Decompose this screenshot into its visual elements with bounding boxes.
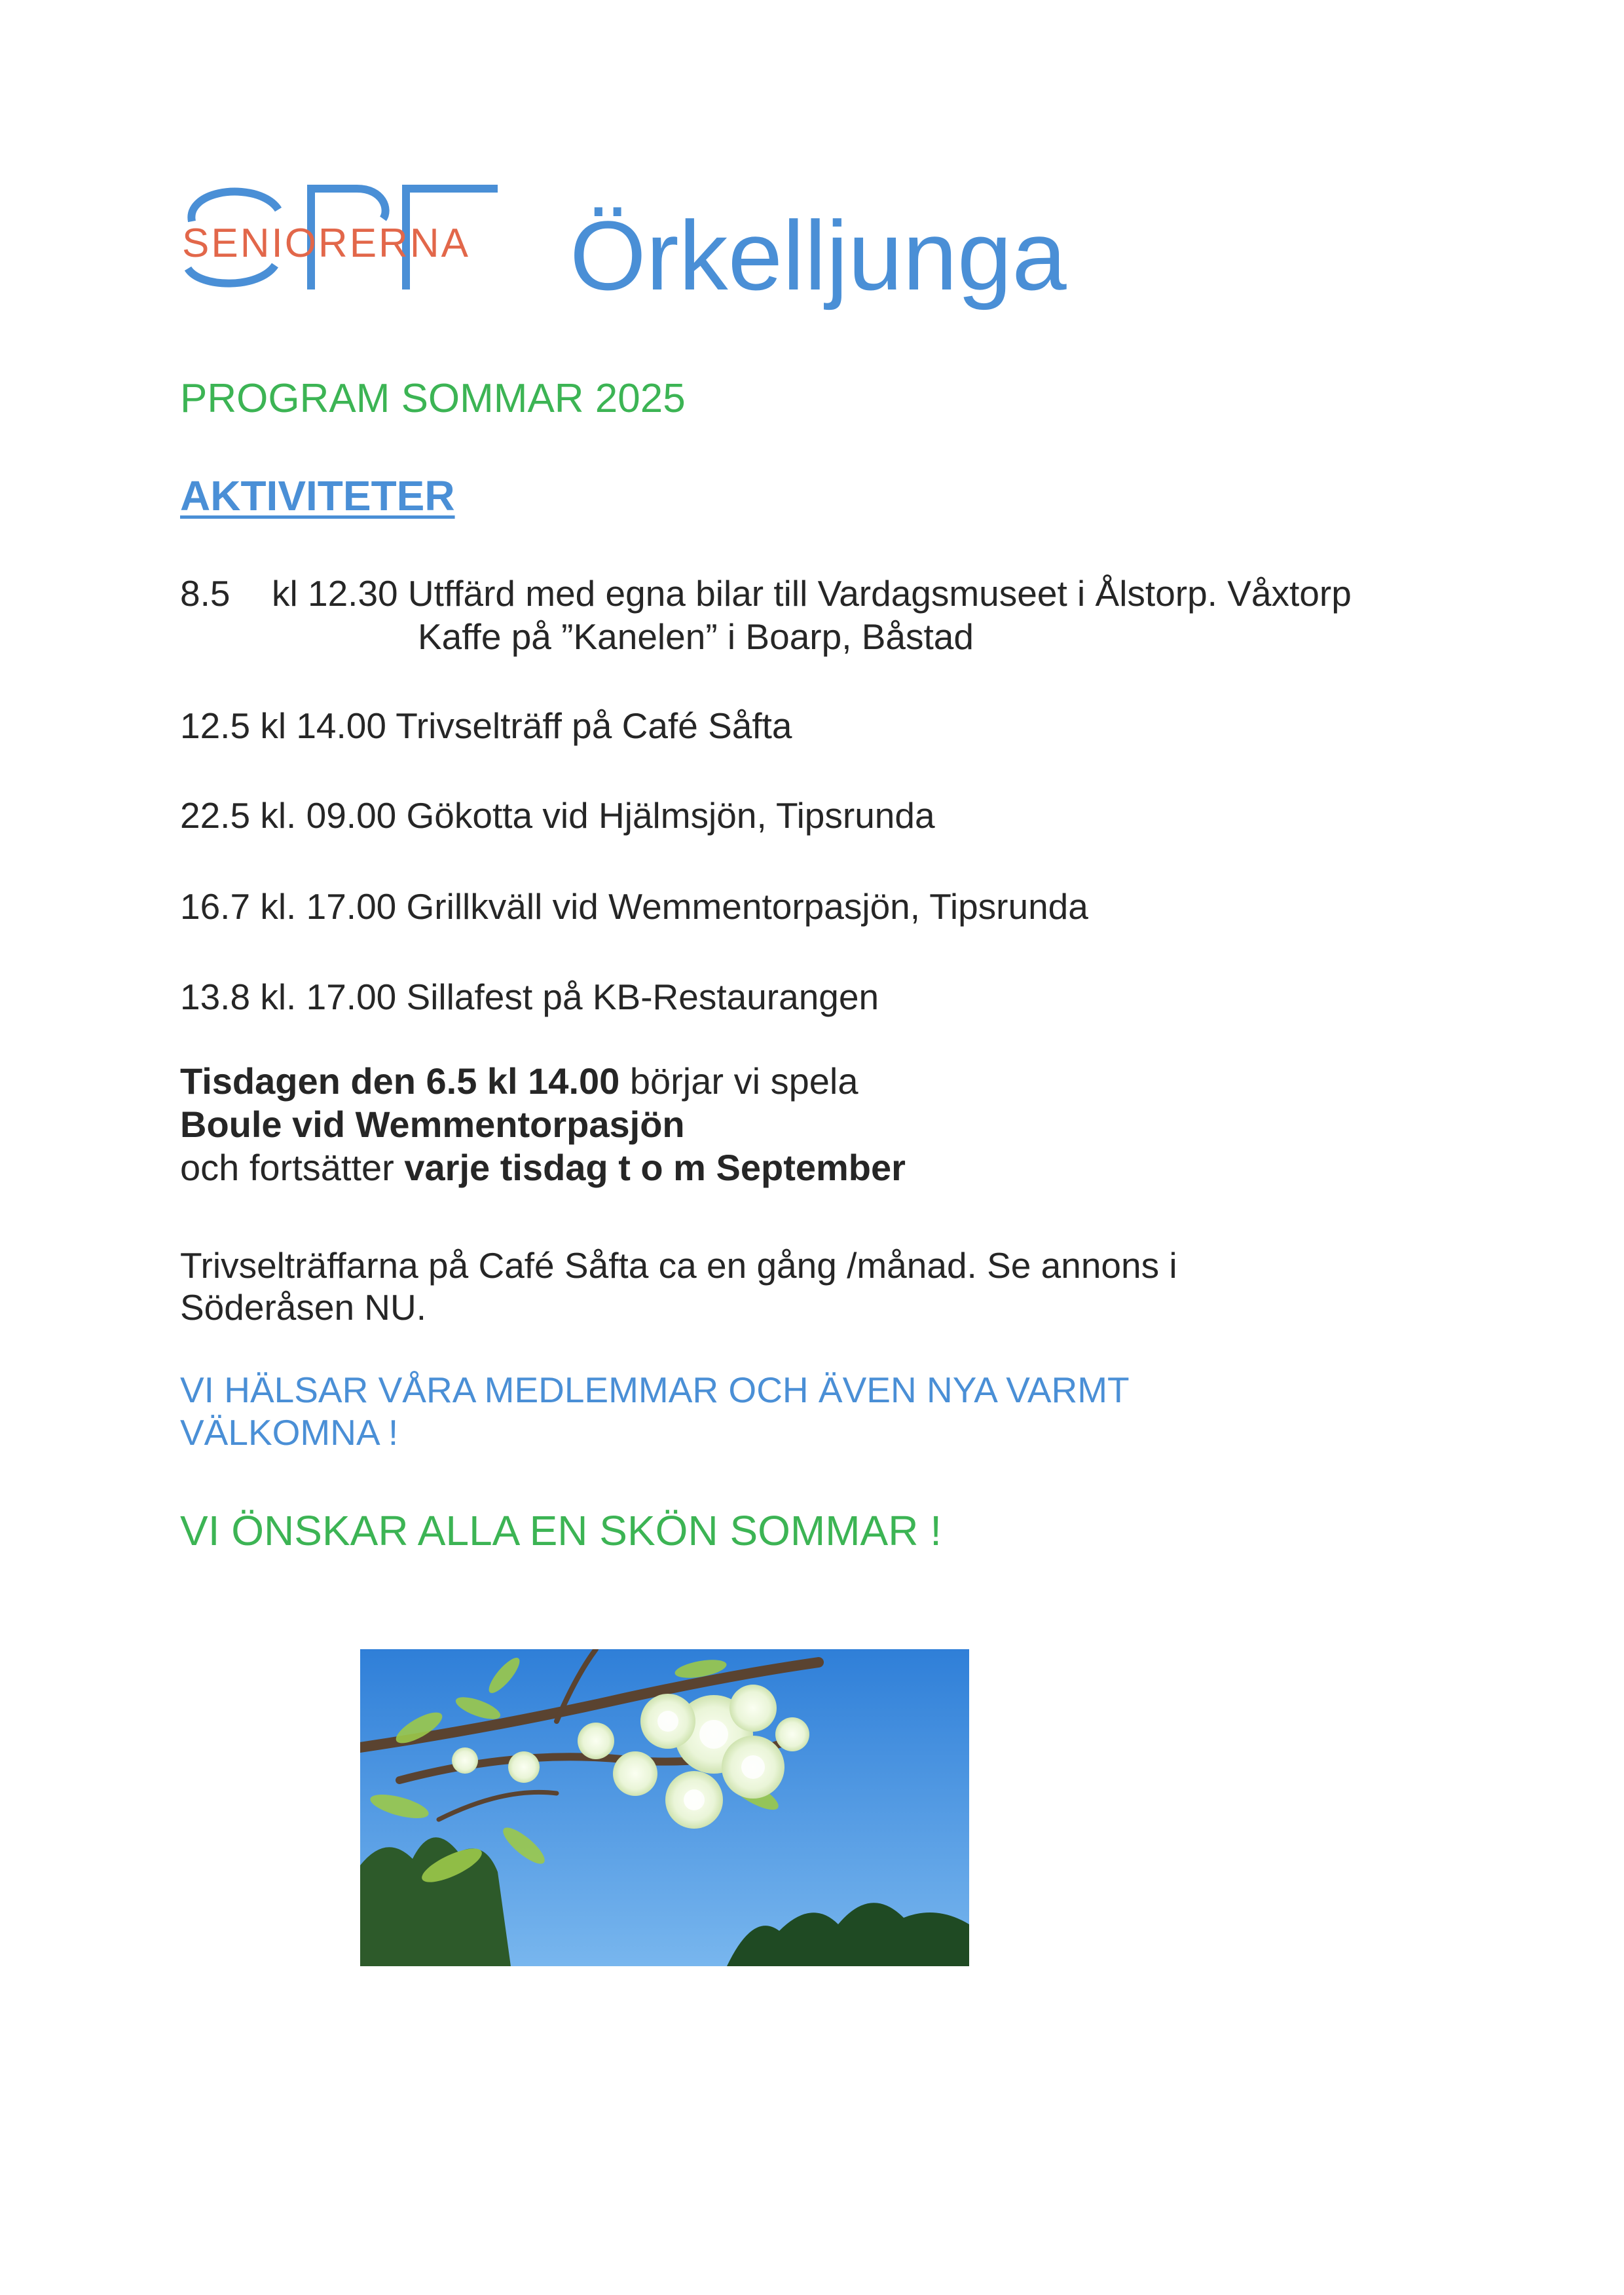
- cherry-blossom-photo: [360, 1649, 969, 1966]
- spf-logo: [180, 177, 507, 308]
- activity-item: 16.7 kl. 17.00 Grillkväll vid Wemmentorpasjön, Tipsrunda: [180, 886, 1088, 927]
- trivsel-note: Trivselträffarna på Café Såfta ca en gång /månad. Se annons i Söderåsen NU.: [180, 1245, 1177, 1328]
- boule-location: Boule vid Wemmentorpasjön: [180, 1104, 685, 1145]
- activity-item-continuation: Kaffe på ”Kanelen” i Boarp, Båstad: [418, 616, 974, 657]
- program-title: PROGRAM SOMMAR 2025: [180, 376, 686, 421]
- activity-item: [180, 572, 1352, 614]
- boule-schedule: varje tisdag t o m September: [404, 1147, 906, 1188]
- activity-text: kl 12.30 Utffärd med egna bilar till Vardagsmuseet i Ålstorp. Våxtorp: [272, 573, 1352, 614]
- activities-heading: AKTIVITETER: [180, 472, 455, 519]
- summer-wish: VI ÖNSKAR ALLA EN SKÖN SOMMAR !: [180, 1507, 942, 1554]
- logo-subtitle: SENIORERNA: [182, 221, 470, 266]
- activity-item: 12.5 kl 14.00 Trivselträff på Café Såfta: [180, 705, 792, 746]
- place-name: Örkelljunga: [570, 200, 1067, 310]
- blossom-illustration: [360, 1649, 969, 1966]
- activity-item: 13.8 kl. 17.00 Sillafest på KB-Restaurangen: [180, 977, 879, 1017]
- boule-date: Tisdagen den 6.5 kl 14.00: [180, 1060, 620, 1102]
- activity-item: 22.5 kl. 09.00 Gökotta vid Hjälmsjön, Tipsrunda: [180, 795, 935, 836]
- activity-date: 8.5: [180, 573, 231, 614]
- welcome-message: VI HÄLSAR VÅRA MEDLEMMAR OCH ÄVEN NYA VARMT VÄLKOMNA !: [180, 1370, 1130, 1453]
- boule-info: Tisdagen den 6.5 kl 14.00 börjar vi spela Boule vid Wemmentorpasjön och fortsätter varje tisdag t o m September: [180, 1060, 906, 1188]
